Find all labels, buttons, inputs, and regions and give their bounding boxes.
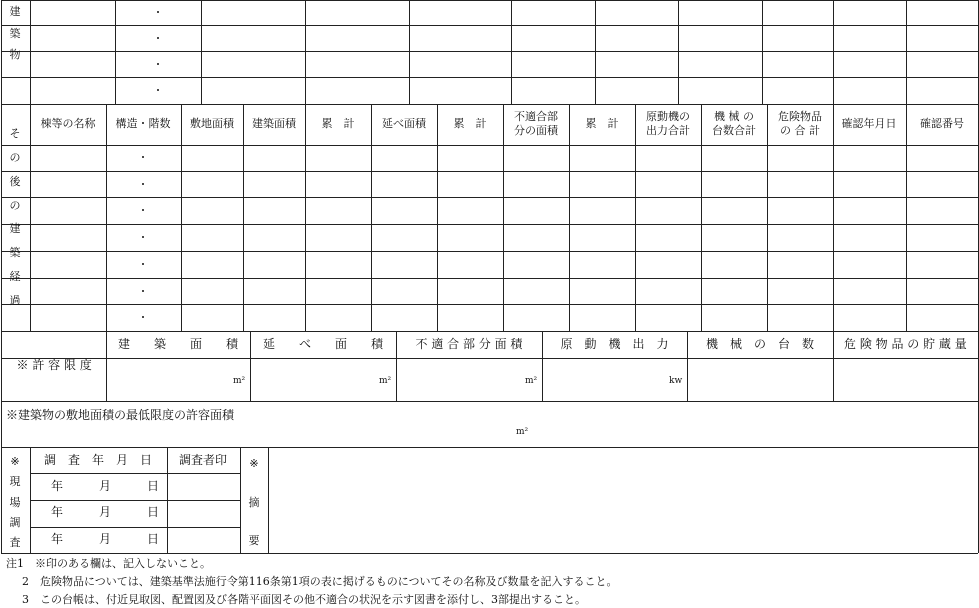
vertical-char: 建 xyxy=(9,222,21,236)
vertical-char: 後 xyxy=(9,174,21,188)
grid-line xyxy=(106,331,107,401)
site-survey-vertical-label xyxy=(9,456,21,548)
grid-line xyxy=(595,0,596,104)
vertical-char: 築 xyxy=(9,26,21,40)
history-header-12: 危険物品 の 合 計 xyxy=(778,110,822,137)
footnote-2: 2 危険物品については、建築基準法施行令第116条第1項の表に掲げるものについてその名称及び数量を記入すること。 xyxy=(22,575,618,588)
vertical-char: 査 xyxy=(9,536,21,549)
history-header-3: 敷地面積 xyxy=(190,117,234,130)
separator-dot xyxy=(157,37,159,39)
grid-line xyxy=(106,104,107,331)
allowable-header-1: 建 築 面 積 xyxy=(118,337,239,351)
grid-line xyxy=(906,0,907,104)
grid-line xyxy=(635,104,636,331)
survey-inspector-header: 調査者印 xyxy=(179,453,228,467)
survey-date-header: 調 査 年 月 日 xyxy=(44,453,153,467)
vertical-char: 築 xyxy=(9,246,21,260)
building-row-line xyxy=(1,51,978,52)
grid-line xyxy=(687,331,688,401)
grid-line xyxy=(437,104,438,331)
grid-line xyxy=(569,104,570,331)
allowable-header-6: 危 険 物 品 の 貯 蔵 量 xyxy=(844,337,967,351)
building-row-line xyxy=(1,104,978,105)
history-row-line xyxy=(1,251,978,252)
grid-line xyxy=(30,447,31,553)
allowable-header-5: 機 械 の 台 数 xyxy=(706,337,815,351)
history-header-7: 累 計 xyxy=(453,117,487,130)
vertical-char: の xyxy=(9,150,21,164)
remarks-vertical-label xyxy=(248,458,260,546)
history-header-13: 確認年月日 xyxy=(841,117,897,130)
history-row-line xyxy=(1,145,978,146)
grid-line xyxy=(503,104,504,331)
grid-line xyxy=(396,331,397,401)
history-header-8: 不適合部 分の面積 xyxy=(514,110,558,137)
grid-line xyxy=(268,447,269,553)
grid-line xyxy=(181,104,182,331)
survey-date-row-1: 年 月 日 xyxy=(51,479,160,493)
history-header-6: 延べ面積 xyxy=(382,117,426,130)
vertical-char: 過 xyxy=(9,293,21,307)
footnote-1: 注1 ※印のある欄は、記入しないこと。 xyxy=(6,557,211,570)
separator-dot xyxy=(142,156,144,158)
grid-line xyxy=(1,447,978,448)
vertical-char: 摘 xyxy=(248,495,260,509)
grid-line xyxy=(250,331,251,401)
allowable-limit-label: ※ 許 容 限 度 xyxy=(16,358,92,372)
grid-line xyxy=(201,0,202,104)
grid-line xyxy=(762,0,763,104)
minimum-site-area-unit: m² xyxy=(516,427,529,437)
grid-line xyxy=(1,553,978,554)
separator-dot xyxy=(142,290,144,292)
grid-line xyxy=(30,473,240,474)
grid-line xyxy=(243,104,244,331)
vertical-char: の xyxy=(9,198,21,212)
vertical-char: ※ xyxy=(249,457,259,470)
grid-line xyxy=(833,0,834,104)
history-header-5: 累 計 xyxy=(321,117,355,130)
allowable-unit-3: m² xyxy=(525,376,538,386)
grid-line xyxy=(371,104,372,331)
grid-line xyxy=(678,0,679,104)
allowable-header-3: 不 適 合 部 分 面 積 xyxy=(415,337,523,351)
vertical-char: 調 xyxy=(9,515,21,529)
history-header-4: 建築面積 xyxy=(252,117,296,130)
vertical-char: ※ xyxy=(10,455,20,468)
survey-date-row-2: 年 月 日 xyxy=(51,505,160,519)
grid-line xyxy=(409,0,410,104)
building-vertical-label xyxy=(9,6,21,60)
separator-dot xyxy=(142,209,144,211)
history-header-9: 累 計 xyxy=(585,117,619,130)
separator-dot xyxy=(142,263,144,265)
building-row-line xyxy=(1,0,978,1)
vertical-char: 建 xyxy=(9,5,21,18)
grid-line xyxy=(240,447,241,553)
history-row-line xyxy=(1,197,978,198)
grid-line xyxy=(30,500,240,501)
history-header-10: 原動機の 出力合計 xyxy=(646,110,690,137)
separator-dot xyxy=(142,236,144,238)
vertical-char: 経 xyxy=(9,270,21,284)
vertical-char: そ xyxy=(9,127,21,140)
separator-dot xyxy=(157,63,159,65)
grid-line xyxy=(701,104,702,331)
grid-line xyxy=(1,331,978,332)
allowable-unit-4: kw xyxy=(669,376,683,386)
grid-line xyxy=(115,0,116,104)
grid-line xyxy=(305,0,306,104)
survey-date-row-3: 年 月 日 xyxy=(51,532,160,546)
building-row-line xyxy=(1,25,978,26)
history-header-2: 構造・階数 xyxy=(115,117,171,130)
grid-line xyxy=(167,447,168,553)
history-row-line xyxy=(1,278,978,279)
history-header-11: 機 械 の 台数合計 xyxy=(712,110,756,137)
history-header-1: 棟等の名称 xyxy=(40,117,96,130)
grid-line xyxy=(30,527,240,528)
history-row-line xyxy=(1,171,978,172)
separator-dot xyxy=(142,316,144,318)
separator-dot xyxy=(142,183,144,185)
minimum-site-area-label: ※建築物の敷地面積の最低限度の許容面積 xyxy=(6,408,235,422)
vertical-char: 場 xyxy=(9,495,21,509)
history-row-line xyxy=(1,304,978,305)
allowable-unit-2: m² xyxy=(379,376,392,386)
building-row-line xyxy=(1,77,978,78)
grid-line xyxy=(1,401,978,402)
grid-line xyxy=(511,0,512,104)
grid-line xyxy=(305,104,306,331)
allowable-unit-1: m² xyxy=(233,376,246,386)
vertical-char: 要 xyxy=(248,534,260,547)
separator-dot xyxy=(157,11,159,13)
history-header-14: 確認番号 xyxy=(920,117,964,130)
footnote-3: 3 この台帳は、付近見取図、配置図及び各階平面図その他不適合の状況を示す図書を添付し、3部提出すること。 xyxy=(22,593,586,606)
allowable-header-4: 原 動 機 出 力 xyxy=(560,337,669,351)
allowable-header-2: 延 べ 面 積 xyxy=(263,337,384,351)
grid-line xyxy=(833,104,834,331)
grid-line xyxy=(30,104,31,331)
grid-line xyxy=(767,104,768,331)
vertical-char: 物 xyxy=(9,48,21,61)
history-vertical-label xyxy=(9,128,21,306)
vertical-char: 現 xyxy=(9,475,21,489)
grid-line xyxy=(30,0,31,104)
grid-line xyxy=(542,331,543,401)
grid-line xyxy=(833,331,834,401)
separator-dot xyxy=(157,89,159,91)
grid-line xyxy=(1,0,2,553)
history-row-line xyxy=(1,224,978,225)
grid-line xyxy=(906,104,907,331)
